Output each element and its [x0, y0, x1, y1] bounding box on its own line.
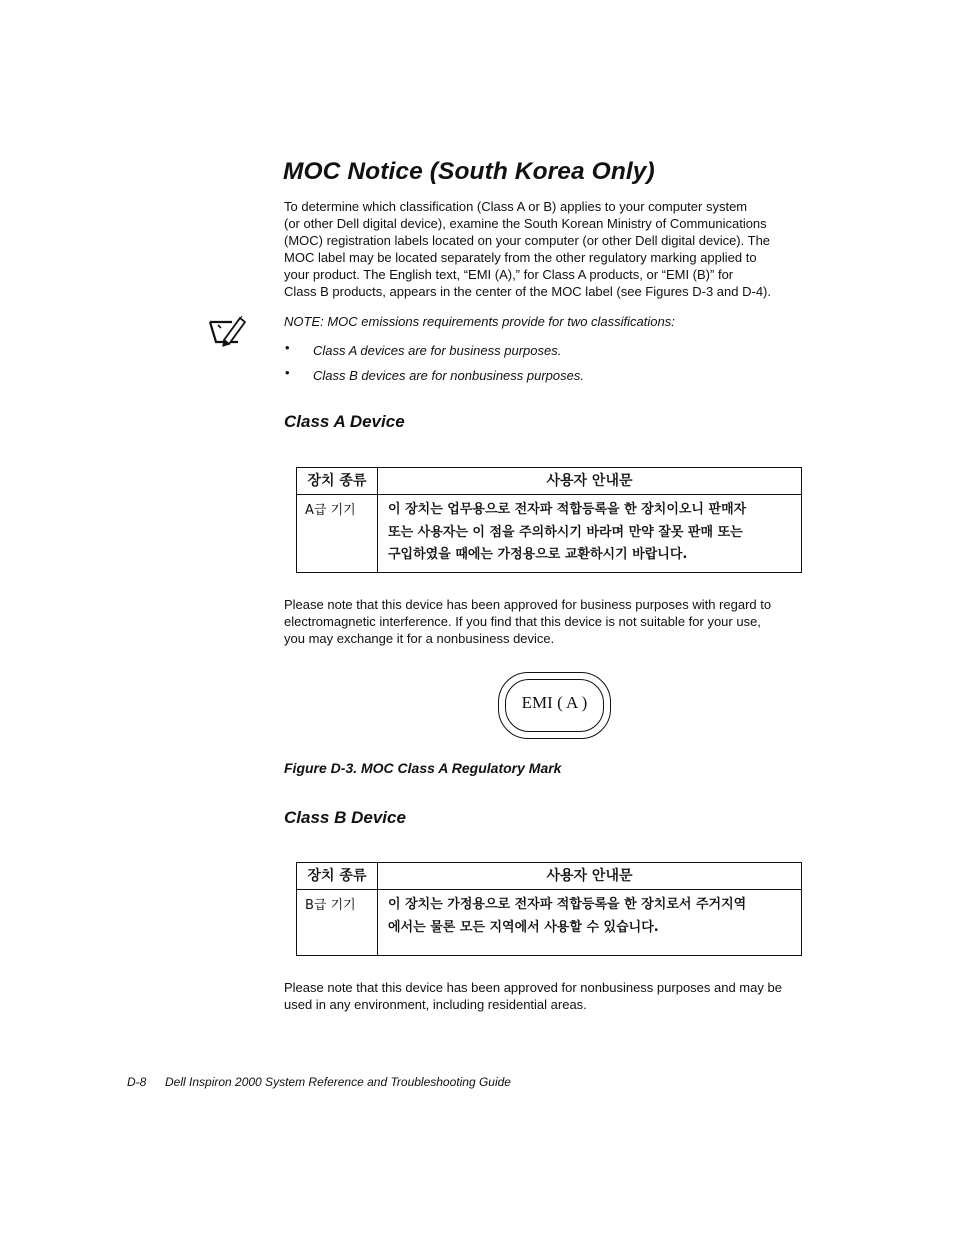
figure-caption: Figure D-3. MOC Class A Regulatory Mark — [284, 760, 562, 776]
class-b-notice-table — [296, 862, 802, 956]
emi-a-regulatory-mark — [498, 672, 611, 739]
class-b-paragraph: Please note that this device has been approved for nonbusiness purposes and may be used in any environment, including residential areas. — [284, 980, 782, 1013]
class-a-notice-table — [296, 467, 802, 573]
note-bullet-class-b: Class B devices are for nonbusiness purposes. — [313, 368, 584, 383]
class-a-paragraph: Please note that this device has been approved for business purposes with regard to electromagnetic interference. If you find that this device is not suitable for your use, you may exchange it for a nonbusiness device. — [284, 597, 772, 647]
note-pencil-icon — [208, 312, 248, 352]
user-notice-cell: 이 장치는 가정용으로 전자파 적합등록을 한 장치로서 주거지역 에서는 물론 모든 지역에서 사용할 수 있습니다. — [378, 890, 802, 956]
device-type-header: 장치 종류 — [297, 863, 378, 890]
device-type-header: 장치 종류 — [297, 468, 378, 495]
user-notice-header: 사용자 안내문 — [378, 468, 802, 495]
table-row — [297, 495, 802, 573]
table-header-row — [297, 468, 802, 495]
table-row — [297, 890, 802, 956]
device-type-cell: B급 기기 — [297, 890, 378, 956]
note-bullet-class-a: Class A devices are for business purposes. — [313, 343, 562, 358]
footer-title: Dell Inspiron 2000 System Reference and Troubleshooting Guide — [165, 1075, 511, 1089]
device-type-cell: A급 기기 — [297, 495, 378, 573]
bullet-glyph: • — [285, 340, 290, 355]
class-b-heading: Class B Device — [284, 808, 406, 827]
user-notice-header: 사용자 안내문 — [378, 863, 802, 890]
emi-mark-text: EMI ( A ) — [521, 693, 588, 712]
table-header-row — [297, 863, 802, 890]
class-a-heading: Class A Device — [284, 412, 405, 431]
user-notice-cell: 이 장치는 업무용으로 전자파 적합등록을 한 장치이오니 판매자 또는 사용자는 이 점을 주의하시기 바라며 만약 잘못 판매 또는 구입하였을 때에는 가정용으로 교환하시기 바랍니다. — [378, 495, 802, 573]
bullet-glyph: • — [285, 365, 290, 380]
footer-page-number: D-8 — [127, 1075, 147, 1089]
page-title: MOC Notice (South Korea Only) — [283, 158, 655, 185]
note-text: NOTE: MOC emissions requirements provide for two classifications: — [284, 314, 675, 329]
intro-paragraph: To determine which classification (Class A or B) applies to your computer system (or other Dell digital device), examine the South Korean Ministry of Communications (MOC) registration labels located on your computer (or other Dell digital device). The MOC label may be located separately from the other regulatory marking applied to your product. The English text, “EMI (A),” for Class A products, or “EMI (B)” for Class B products, appears in the center of the MOC label (see Figures D-3 and D-4). — [284, 199, 771, 300]
